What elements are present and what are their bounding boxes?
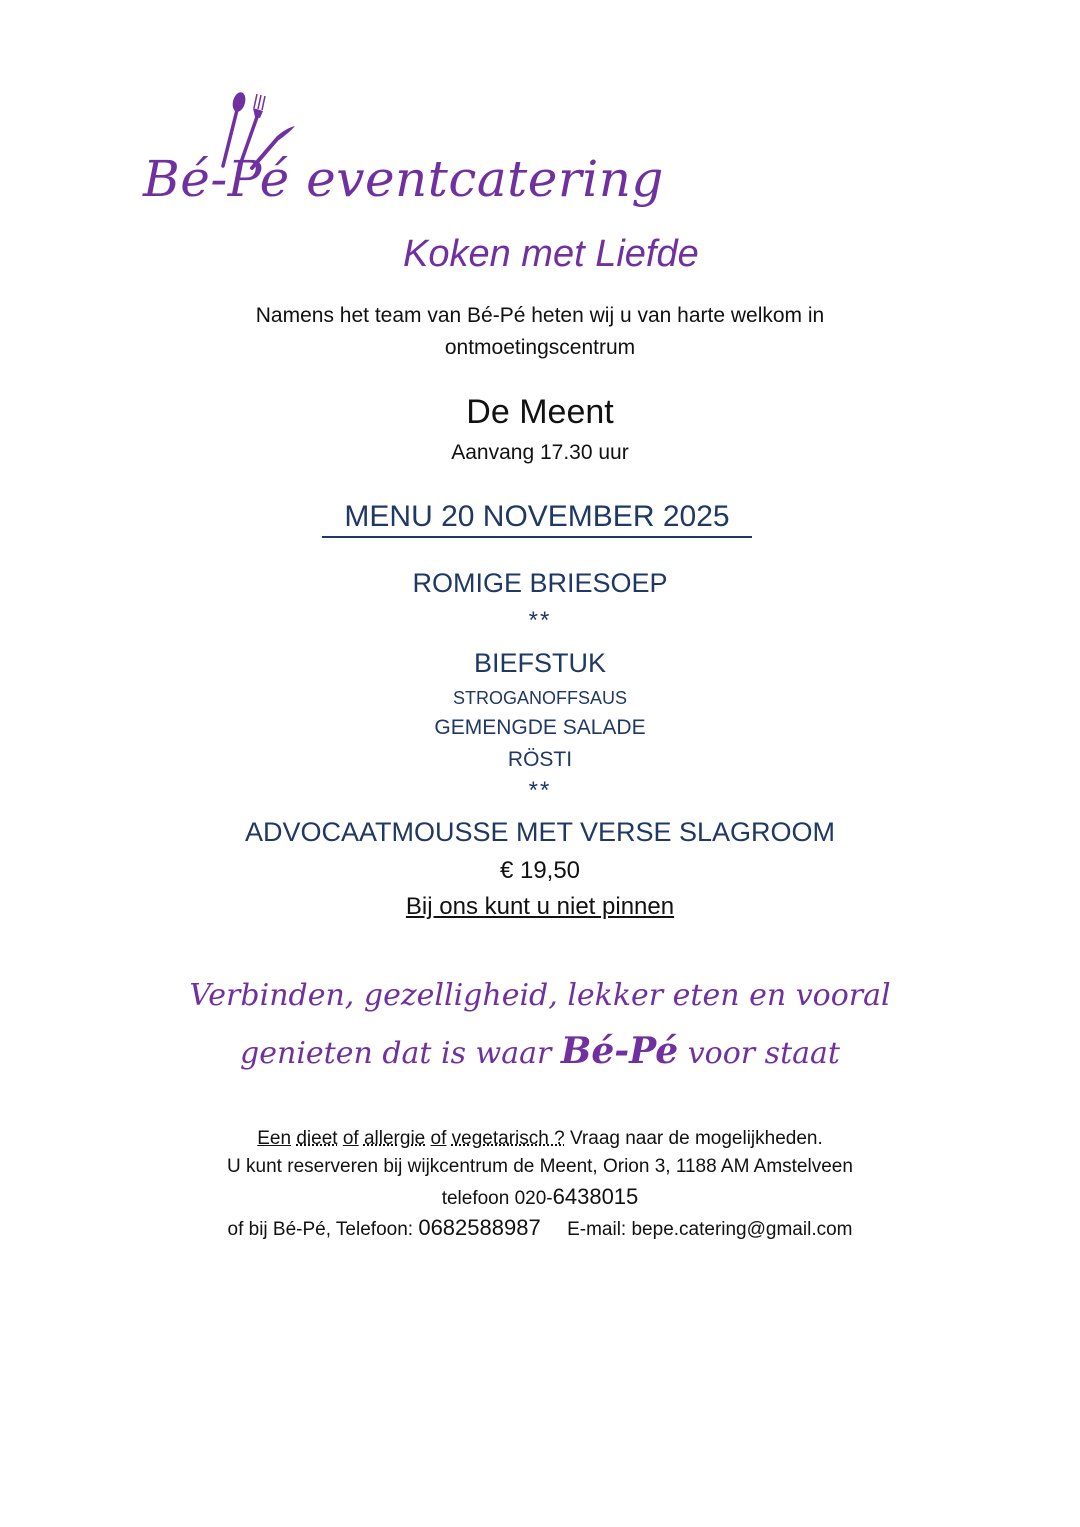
venue-phone [0, 1184, 1080, 1210]
slogan-brand: Bé-Pé [560, 1030, 679, 1072]
slogan-line-2 [0, 1030, 1080, 1072]
menu-separator: ** [528, 777, 552, 804]
alt-phone-label: of bij Bé-Pé, Telefoon: [227, 1219, 419, 1240]
venue-phone-label: telefoon 020- [441, 1188, 553, 1209]
contact-line [0, 1215, 1080, 1241]
brand-title: Bé-Pé eventcatering [143, 150, 664, 208]
menu-main: BIEFSTUK [473, 648, 607, 678]
menu-starter: ROMIGE BRIESOEP [412, 568, 668, 598]
venue-name: De Meent [466, 393, 614, 431]
payment-note [0, 893, 1080, 921]
slogan-pre: genieten dat is waar [240, 1036, 552, 1071]
email-contact: E-mail: bepe.catering@gmail.com [567, 1219, 853, 1240]
intro-line-2: ontmoetingscentrum [444, 336, 636, 359]
menu-side-sauce: STROGANOFFSAUS [452, 688, 627, 708]
venue-phone-number: 6438015 [552, 1184, 639, 1209]
diet-q-word: Een [257, 1128, 292, 1149]
intro-line-1: Namens het team van Bé-Pé heten wij u van harte welkom in [255, 304, 825, 327]
slogan-post: voor staat [687, 1036, 840, 1071]
menu-separator: ** [528, 607, 552, 634]
alt-phone-number: 0682588987 [418, 1215, 541, 1240]
menu-title: MENU 20 NOVEMBER 2025 [322, 500, 752, 538]
diet-q-word: vegetarisch ? [451, 1128, 565, 1149]
diet-q-rest: Vraag naar de mogelijkheden. [564, 1128, 823, 1149]
menu-side-rosti: RÖSTI [507, 748, 573, 771]
start-time: Aanvang 17.30 uur [451, 441, 629, 464]
reserve-info: U kunt reserveren bij wijkcentrum de Meent, Orion 3, 1188 AM Amstelveen [227, 1156, 853, 1177]
menu-side-salad: GEMENGDE SALADE [434, 716, 646, 739]
menu-price: € 19,50 [499, 857, 581, 884]
intro-text [0, 300, 1080, 364]
diet-q-word: of [430, 1128, 447, 1149]
slogan-line-1: Verbinden, gezelligheid, lekker eten en vooral [189, 978, 891, 1013]
diet-q-word: allergie [363, 1128, 426, 1149]
diet-q-word: dieet [296, 1128, 338, 1149]
diet-question [0, 1128, 1080, 1150]
diet-q-word: of [342, 1128, 359, 1149]
payment-note-text: Bij ons kunt u niet pinnen [405, 893, 675, 920]
brand-tagline: Koken met Liefde [403, 233, 699, 275]
menu-dessert: ADVOCAATMOUSSE MET VERSE SLAGROOM [244, 817, 836, 847]
